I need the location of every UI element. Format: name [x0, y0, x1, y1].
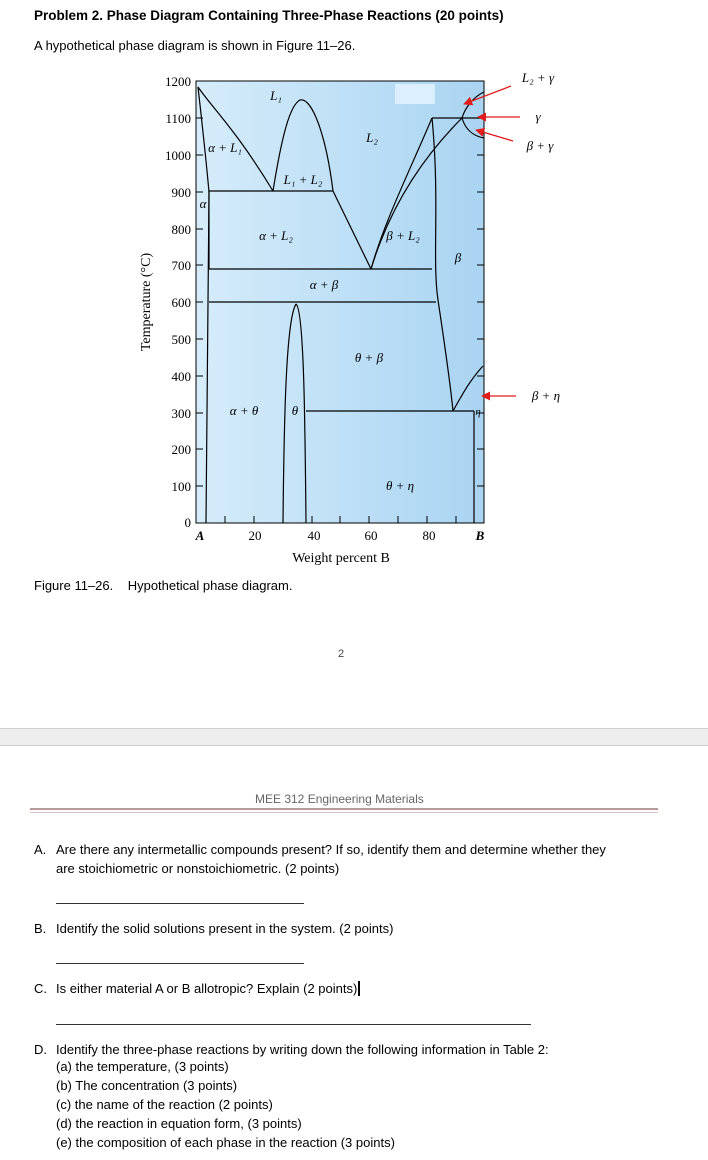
text-cursor — [358, 981, 360, 996]
question-text: Identify the three-phase reactions by writing down the following information in Table 2: — [56, 1042, 549, 1057]
question-text: Is either material A or B allotropic? Explain (2 points) — [56, 981, 358, 996]
answer-line-c[interactable] — [56, 1024, 531, 1025]
x-tick: 80 — [422, 528, 436, 543]
x-tick: 40 — [307, 528, 321, 543]
x-tick: 60 — [364, 528, 378, 543]
question-label: C. — [34, 981, 47, 996]
question-d — [34, 1040, 694, 1060]
page-footer: MEE 312 Engineering Materials — [255, 792, 424, 806]
label-theta: θ — [291, 403, 299, 418]
y-tick: 900 — [171, 185, 191, 200]
question-text: Identify the solid solutions present in the system. (2 points) — [56, 921, 394, 936]
y-tick: 1000 — [165, 148, 191, 163]
x-tick: A — [195, 528, 205, 543]
label-L1: L₁ — [270, 88, 282, 103]
y-tick: 1100 — [165, 111, 191, 126]
label-beta: β — [454, 250, 462, 265]
figure-caption: Figure 11–26. Hypothetical phase diagram. — [34, 578, 293, 593]
question-text-with-caret — [56, 979, 360, 998]
y-tick: 700 — [171, 258, 191, 273]
y-tick: 200 — [171, 442, 191, 457]
subitem-c: (c) the name of the reaction (2 points) — [56, 1097, 273, 1112]
question-text-line2: are stoichiometric or nonstoichiometric. (2 points) — [56, 861, 340, 876]
subitem-a: (a) the temperature, (3 points) — [56, 1059, 229, 1074]
label-alpha-L1: α + L₁ — [208, 140, 242, 155]
footer-rule — [30, 808, 658, 810]
annotation-beta-eta: β + η — [531, 388, 561, 403]
question-text: Are there any intermetallic compounds present? If so, identify them and determine whether they — [56, 842, 606, 857]
problem-title: Problem 2. Phase Diagram Containing Three-Phase Reactions (20 points) — [34, 8, 504, 23]
footer-rule-thin — [30, 812, 658, 813]
label-L2: L₂ — [366, 130, 378, 145]
y-tick: 0 — [184, 515, 191, 530]
highlight-patch — [395, 84, 435, 104]
subitem-e: (e) the composition of each phase in the reaction (3 points) — [56, 1135, 395, 1150]
question-b — [34, 919, 674, 939]
label-alpha: α — [199, 196, 207, 211]
page-number: 2 — [338, 648, 345, 660]
x-tick: B — [475, 528, 485, 543]
y-tick: 500 — [171, 332, 191, 347]
subitem-d: (d) the reaction in equation form, (3 points) — [56, 1116, 302, 1131]
answer-line-b[interactable] — [56, 963, 304, 964]
y-tick: 100 — [171, 479, 191, 494]
y-axis-label: Temperature (°C) — [139, 252, 154, 352]
y-tick: 1200 — [165, 74, 191, 89]
y-tick: 300 — [171, 406, 191, 421]
y-tick: 600 — [171, 295, 191, 310]
label-beta-L2: β + L₂ — [386, 228, 420, 243]
x-tick-labels — [195, 528, 485, 543]
annotation-beta-gamma: β + γ — [526, 138, 554, 153]
question-label: A. — [34, 842, 47, 857]
y-tick-labels — [165, 74, 191, 530]
question-c — [34, 979, 674, 999]
question-label: B. — [34, 921, 47, 936]
label-eta: η — [475, 406, 481, 418]
phase-diagram — [118, 62, 638, 582]
label-L1-L2: L₁ + L₂ — [283, 172, 323, 187]
x-axis-label: Weight percent B — [292, 551, 390, 566]
annotations — [521, 70, 560, 403]
annotation-L2-gamma: L₂ + γ — [521, 70, 555, 85]
answer-line-a[interactable] — [56, 903, 304, 904]
y-tick: 400 — [171, 369, 191, 384]
annotation-gamma: γ — [535, 109, 541, 124]
label-theta-beta: θ + β — [354, 350, 384, 365]
label-alpha-beta: α + β — [309, 277, 339, 292]
question-a — [34, 840, 674, 880]
subitem-b: (b) The concentration (3 points) — [56, 1078, 238, 1093]
intro-text: A hypothetical phase diagram is shown in Figure 11–26. — [34, 38, 356, 53]
y-tick: 800 — [171, 222, 191, 237]
label-alpha-theta: α + θ — [229, 403, 259, 418]
page-break — [0, 728, 708, 746]
question-label: D. — [34, 1042, 47, 1057]
label-alpha-L2: α + L₂ — [259, 228, 293, 243]
label-theta-eta: θ + η — [385, 478, 415, 493]
x-tick: 20 — [248, 528, 262, 543]
